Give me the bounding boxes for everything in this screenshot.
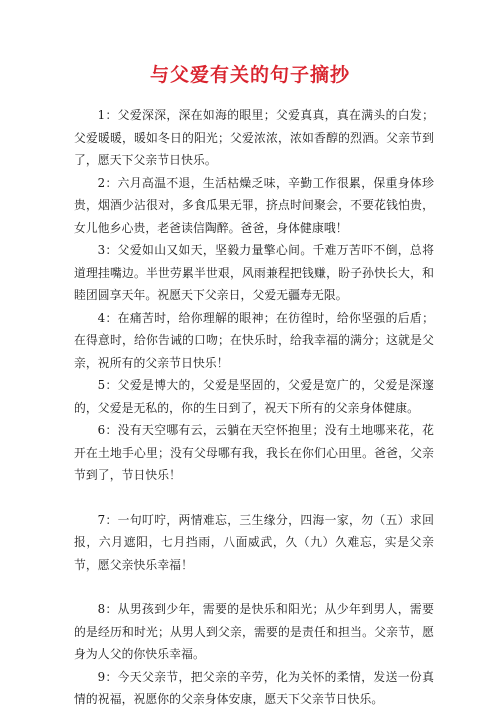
paragraph-5: 5：父爱是博大的，父爱是坚固的，父爱是宽广的，父爱是深邃的，父爱是无私的，你的生日到了，祝天下所有的父亲身体健康。 <box>74 378 434 415</box>
paragraph-gap <box>74 487 434 509</box>
paragraph-4: 4：在痛苦时，给你理解的眼神；在彷徨时，给你坚强的后盾；在得意时，给你告诫的口吻；在快乐时，给我幸福的满分；这就是父亲，祝所有的父亲节日快乐！ <box>74 310 434 370</box>
paragraph-6: 6：没有天空哪有云，云躺在天空怀抱里；没有土地哪来花，花开在土地手心里；没有父母哪有我，我长在你们心田里。爸爸，父亲节到了，节日快乐！ <box>74 423 434 482</box>
paragraph-7: 7：一句叮咛，两情难忘，三生缘分，四海一家，勿（五）求回报，六月遮阳，七月挡雨，八面威武，久（九）久难忘，实是父亲节，愿父亲快乐幸福！ <box>74 512 434 572</box>
paragraph-1: 1：父爱深深，深在如海的眼里；父爱真真，真在满头的白发；父爱暖暖，暖如冬日的阳光；父爱浓浓，浓如香醇的烈酒。父亲节到了，愿天下父亲节日快乐。 <box>74 108 434 167</box>
paragraph-8: 8：从男孩到少年，需要的是快乐和阳光；从少年到男人，需要的是经历和时光；从男人到父亲，需要的是责任和担当。父亲节，愿身为人父的你快乐幸福。 <box>74 602 434 661</box>
paragraph-9: 9：今天父亲节，把父亲的辛劳，化为关怀的柔情，发送一份真情的祝福，祝愿你的父亲身体安康，愿天下父亲节日快乐。 <box>74 669 434 706</box>
paragraph-gap <box>74 576 434 598</box>
document-body <box>74 104 434 711</box>
paragraph-2: 2：六月高温不退，生活枯燥乏味，辛勤工作很累，保重身体珍贵，烟酒少沾很对，多食瓜果无罪，挤点时间聚会，不要花钱怕贵，女儿他乡心贵，老爸读信陶醉。爸爸，身体健康哦！ <box>74 175 434 235</box>
paragraph-3: 3：父爱如山又如天，坚毅力量擎心间。千难万苦吓不倒，总将道理挂嘴边。半世劳累半世艰，风雨兼程把钱赚，盼子孙快长大，和睦团圆享天年。祝愿天下父亲日，父爱无疆寿无限。 <box>74 243 434 302</box>
document-title: 与父爱有关的句子摘抄 <box>149 64 350 86</box>
